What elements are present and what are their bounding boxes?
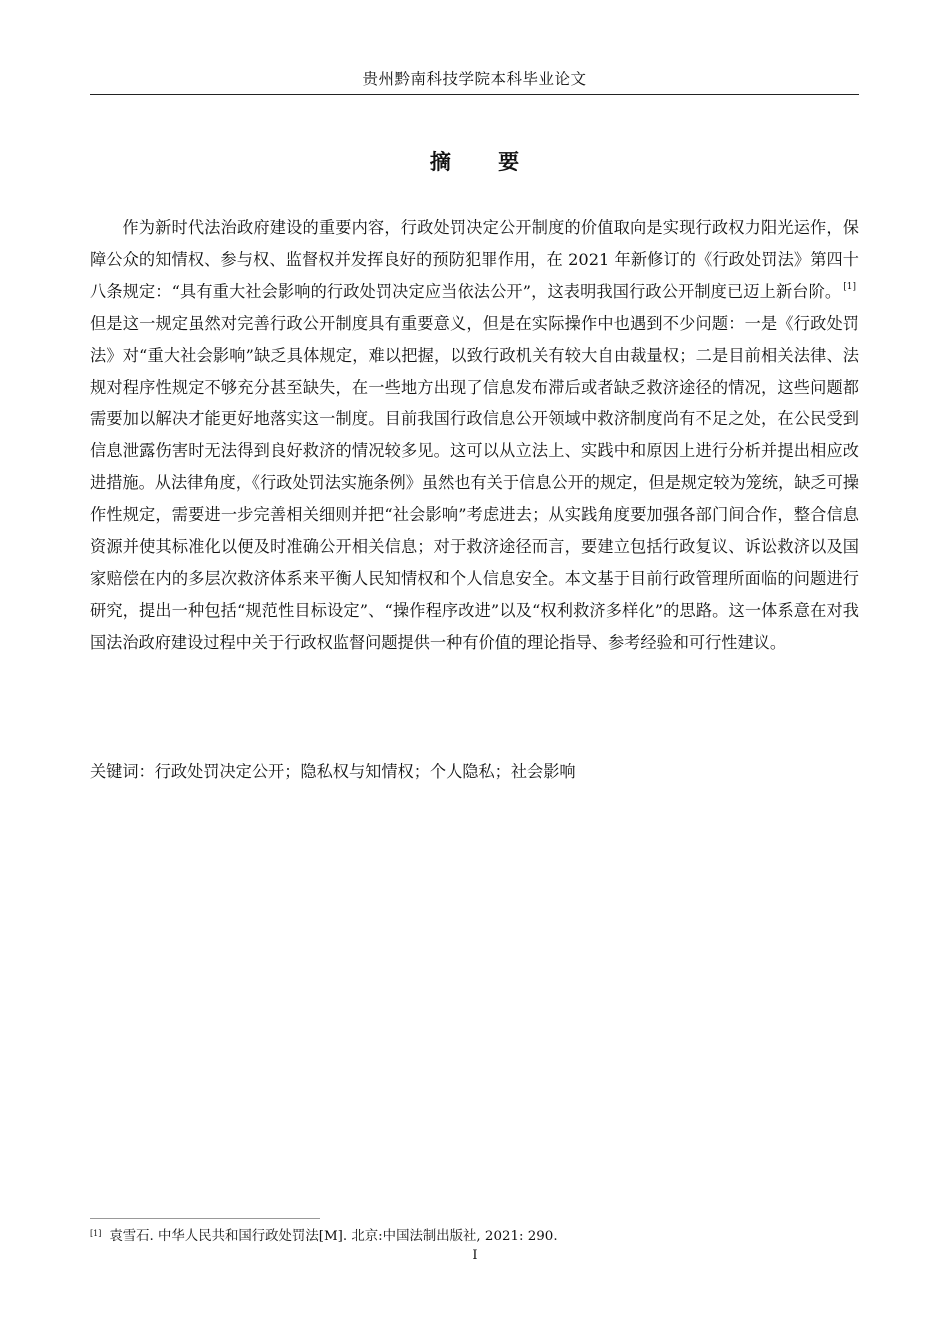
- running-header: [90, 68, 859, 95]
- running-header-text: 贵州黔南科技学院本科毕业论文: [362, 70, 587, 88]
- citation-marker: [1]: [843, 281, 856, 292]
- footnote-text: 袁雪石. 中华人民共和国行政处罚法[M]. 北京:中国法制出版社, 2021: 290.: [109, 1229, 558, 1244]
- footnote: [90, 1226, 859, 1248]
- abstract-body: [90, 212, 859, 659]
- abstract-title: 摘 要: [429, 149, 540, 174]
- footnote-divider: [90, 1218, 320, 1219]
- footnote-marker: [1]: [90, 1229, 102, 1238]
- keywords-line: 关键词：行政处罚决定公开；隐私权与知情权；个人隐私；社会影响: [90, 762, 576, 781]
- abstract-text-part2: 但是这一规定虽然对完善行政公开制度具有重要意义，但是在实际操作中也遇到不少问题：一是《行政处罚法》对“重大社会影响”缺乏具体规定，难以把握，以致行政机关有较大自由裁量权；二是目前相关法律、法规对程序性规定不够充分甚至缺失，在一些地方出现了信息发布滞后或者缺乏救济途径的情况，这些问题都需要加以解决才能更好地落实这一制度。目前我国行政信息公开领域中救济制度尚有不足之处，在公民受到信息泄露伤害时无法得到良好救济的情况较多见。这可以从立法上、实践中和原因上进行分析并提出相应改进措施。从法律角度，《行政处罚法实施条例》虽然也有关于信息公开的规定，但是规定较为笼统，缺乏可操作性规定，需要进一步完善相关细则并把“社会影响”考虑进去；从实践角度要加强各部门间合作，整合信息资源并使其标准化以便及时准确公开相关信息；对于救济途径而言，要建立包括行政复议、诉讼救济以及国家赔偿在内的多层次救济体系来平衡人民知情权和个人信息安全。本文基于目前行政管理所面临的问题进行研究，提出一种包括“规范性目标设定”、“操作程序改进”以及“权利救济多样化”的思路。这一体系意在对我国法治政府建设过程中关于行政权监督问题提供一种有价值的理论指导、参考经验和可行性建议。: [90, 313, 859, 652]
- abstract-text-part1: 作为新时代法治政府建设的重要内容，行政处罚决定公开制度的价值取向是实现行政权力阳光运作，保障公众的知情权、参与权、监督权并发挥良好的预防犯罪作用，在 2021 年新修订的《行政处罚法》第四十八条规定：“具有重大社会影响的行政处罚决定应当依法公开”，这表明我国行政公开制度已迈上新台阶。: [90, 218, 859, 301]
- page-number: I: [472, 1248, 478, 1263]
